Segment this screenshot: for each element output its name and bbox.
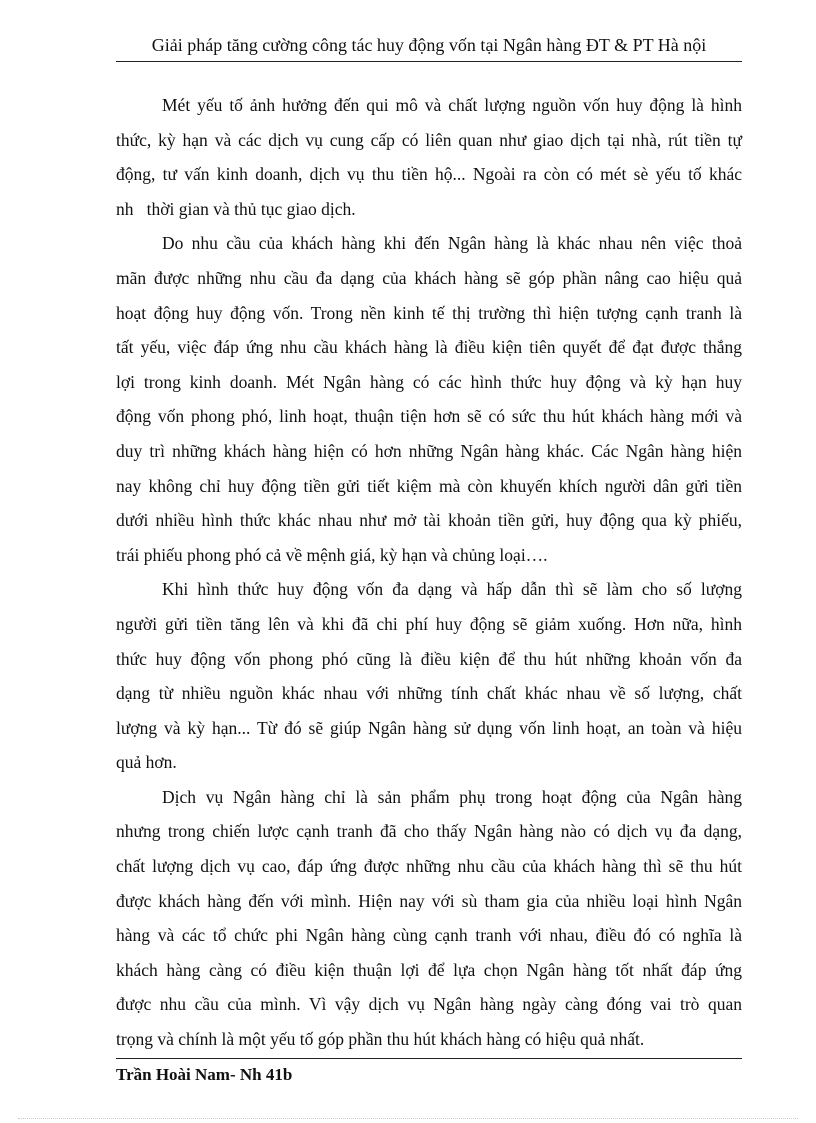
text-line: Dịch vụ Ngân hàng chỉ là sản phẩm phụ trong hoạt động của Ngân hàng — [162, 786, 742, 807]
text-line: trọng và chính là một yếu tố góp phần thu hút khách hàng có hiệu quả nhất. — [116, 1029, 645, 1050]
text-line: nh thời gian và thủ tục giao dịch. — [116, 198, 356, 219]
page-header-title: Giải pháp tăng cường công tác huy động vốn tại Ngân hàng ĐT & PT Hà nội — [151, 35, 707, 55]
footer-divider — [116, 1058, 742, 1059]
text-line: Mét yếu tố ảnh hưởng đến qui mô và chất lượng nguồn vốn huy động là hình — [162, 95, 742, 115]
text-line: duy trì những khách hàng hiện có hơn những Ngân hàng khác. Các Ngân hàng hiện — [116, 440, 742, 461]
text-line: dạng từ nhiều nguồn khác nhau với những tính chất khác nhau về số lượng, chất — [116, 683, 742, 704]
text-line: nhưng trong chiến lược cạnh tranh đã cho thấy Ngân hàng nào có dịch vụ đa dạng, — [116, 821, 742, 842]
text-line: thức, kỳ hạn và các dịch vụ cung cấp có liên quan như giao dịch tại nhà, rút tiền tự — [116, 129, 742, 150]
paragraph-1 — [116, 88, 742, 226]
text-line: hoạt động huy động vốn. Trong nền kinh tế thị trường thì hiện tượng cạnh tranh là — [116, 302, 742, 323]
text-line: người gửi tiền tăng lên và khi đã chi phí huy động sẽ giảm xuống. Hơn nữa, hình — [116, 613, 742, 634]
text-line: động, tư vấn kinh doanh, dịch vụ thu tiền hộ... Ngoài ra còn có mét sè yếu tố khác — [116, 164, 742, 185]
text-line: được nhu cầu của mình. Vì vậy dịch vụ Ngân hàng ngày càng đóng vai trò quan — [116, 994, 742, 1015]
text-line: mãn được những nhu cầu đa dạng của khách hàng sẽ góp phần nâng cao hiệu quả — [116, 267, 742, 288]
footer-author: Trần Hoài Nam- Nh 41b — [116, 1065, 293, 1084]
page-bottom-edge — [18, 1118, 798, 1119]
text-line: khách hàng càng có điều kiện thuận lợi để lựa chọn Ngân hàng tốt nhất đáp ứng — [116, 959, 742, 980]
text-line: hàng và các tổ chức phi Ngân hàng cùng cạnh tranh với nhau, điều đó có nghĩa là — [116, 925, 742, 946]
text-line: dưới nhiều hình thức khác nhau như mở tài khoản tiền gửi, huy động qua kỳ phiếu, — [116, 510, 742, 531]
text-line: Do nhu cầu của khách hàng khi đến Ngân hàng là khác nhau nên việc thoả — [162, 233, 742, 254]
text-line: Khi hình thức huy động vốn đa dạng và hấp dẫn thì sẽ làm cho số lượng — [162, 579, 742, 600]
document-body — [116, 88, 742, 1057]
paragraph-4 — [116, 780, 742, 1057]
text-line: nay không chỉ huy động tiền gửi tiết kiệm mà còn khuyến khích người dân gửi tiền — [116, 475, 742, 496]
text-line: trái phiếu phong phó cả về mệnh giá, kỳ hạn và chủng loại…. — [116, 544, 548, 565]
text-line: được khách hàng đến với mình. Hiện nay với sù tham gia của nhiều loại hình Ngân — [116, 890, 742, 911]
text-line: lợi trong kinh doanh. Mét Ngân hàng có các hình thức huy động và kỳ hạn huy — [116, 371, 742, 392]
text-line: chất lượng dịch vụ cao, đáp ứng được những nhu cầu của khách hàng thì sẽ thu hút — [116, 856, 742, 877]
paragraph-2 — [116, 226, 742, 572]
text-line: thức huy động vốn phong phó cũng là điều kiện để thu hút những khoản vốn đa — [116, 648, 742, 669]
text-line: động vốn phong phó, linh hoạt, thuận tiện hơn sẽ có sức thu hút khách hàng mới và — [116, 406, 742, 427]
text-line: quả hơn. — [116, 752, 177, 773]
header-divider — [116, 61, 742, 62]
text-line: tất yếu, việc đáp ứng nhu cầu khách hàng là điều kiện tiên quyết để đạt được thắng — [116, 337, 742, 358]
paragraph-3 — [116, 572, 742, 780]
text-line: lượng và kỳ hạn... Từ đó sẽ giúp Ngân hàng sử dụng vốn linh hoạt, an toàn và hiệu — [116, 717, 742, 738]
